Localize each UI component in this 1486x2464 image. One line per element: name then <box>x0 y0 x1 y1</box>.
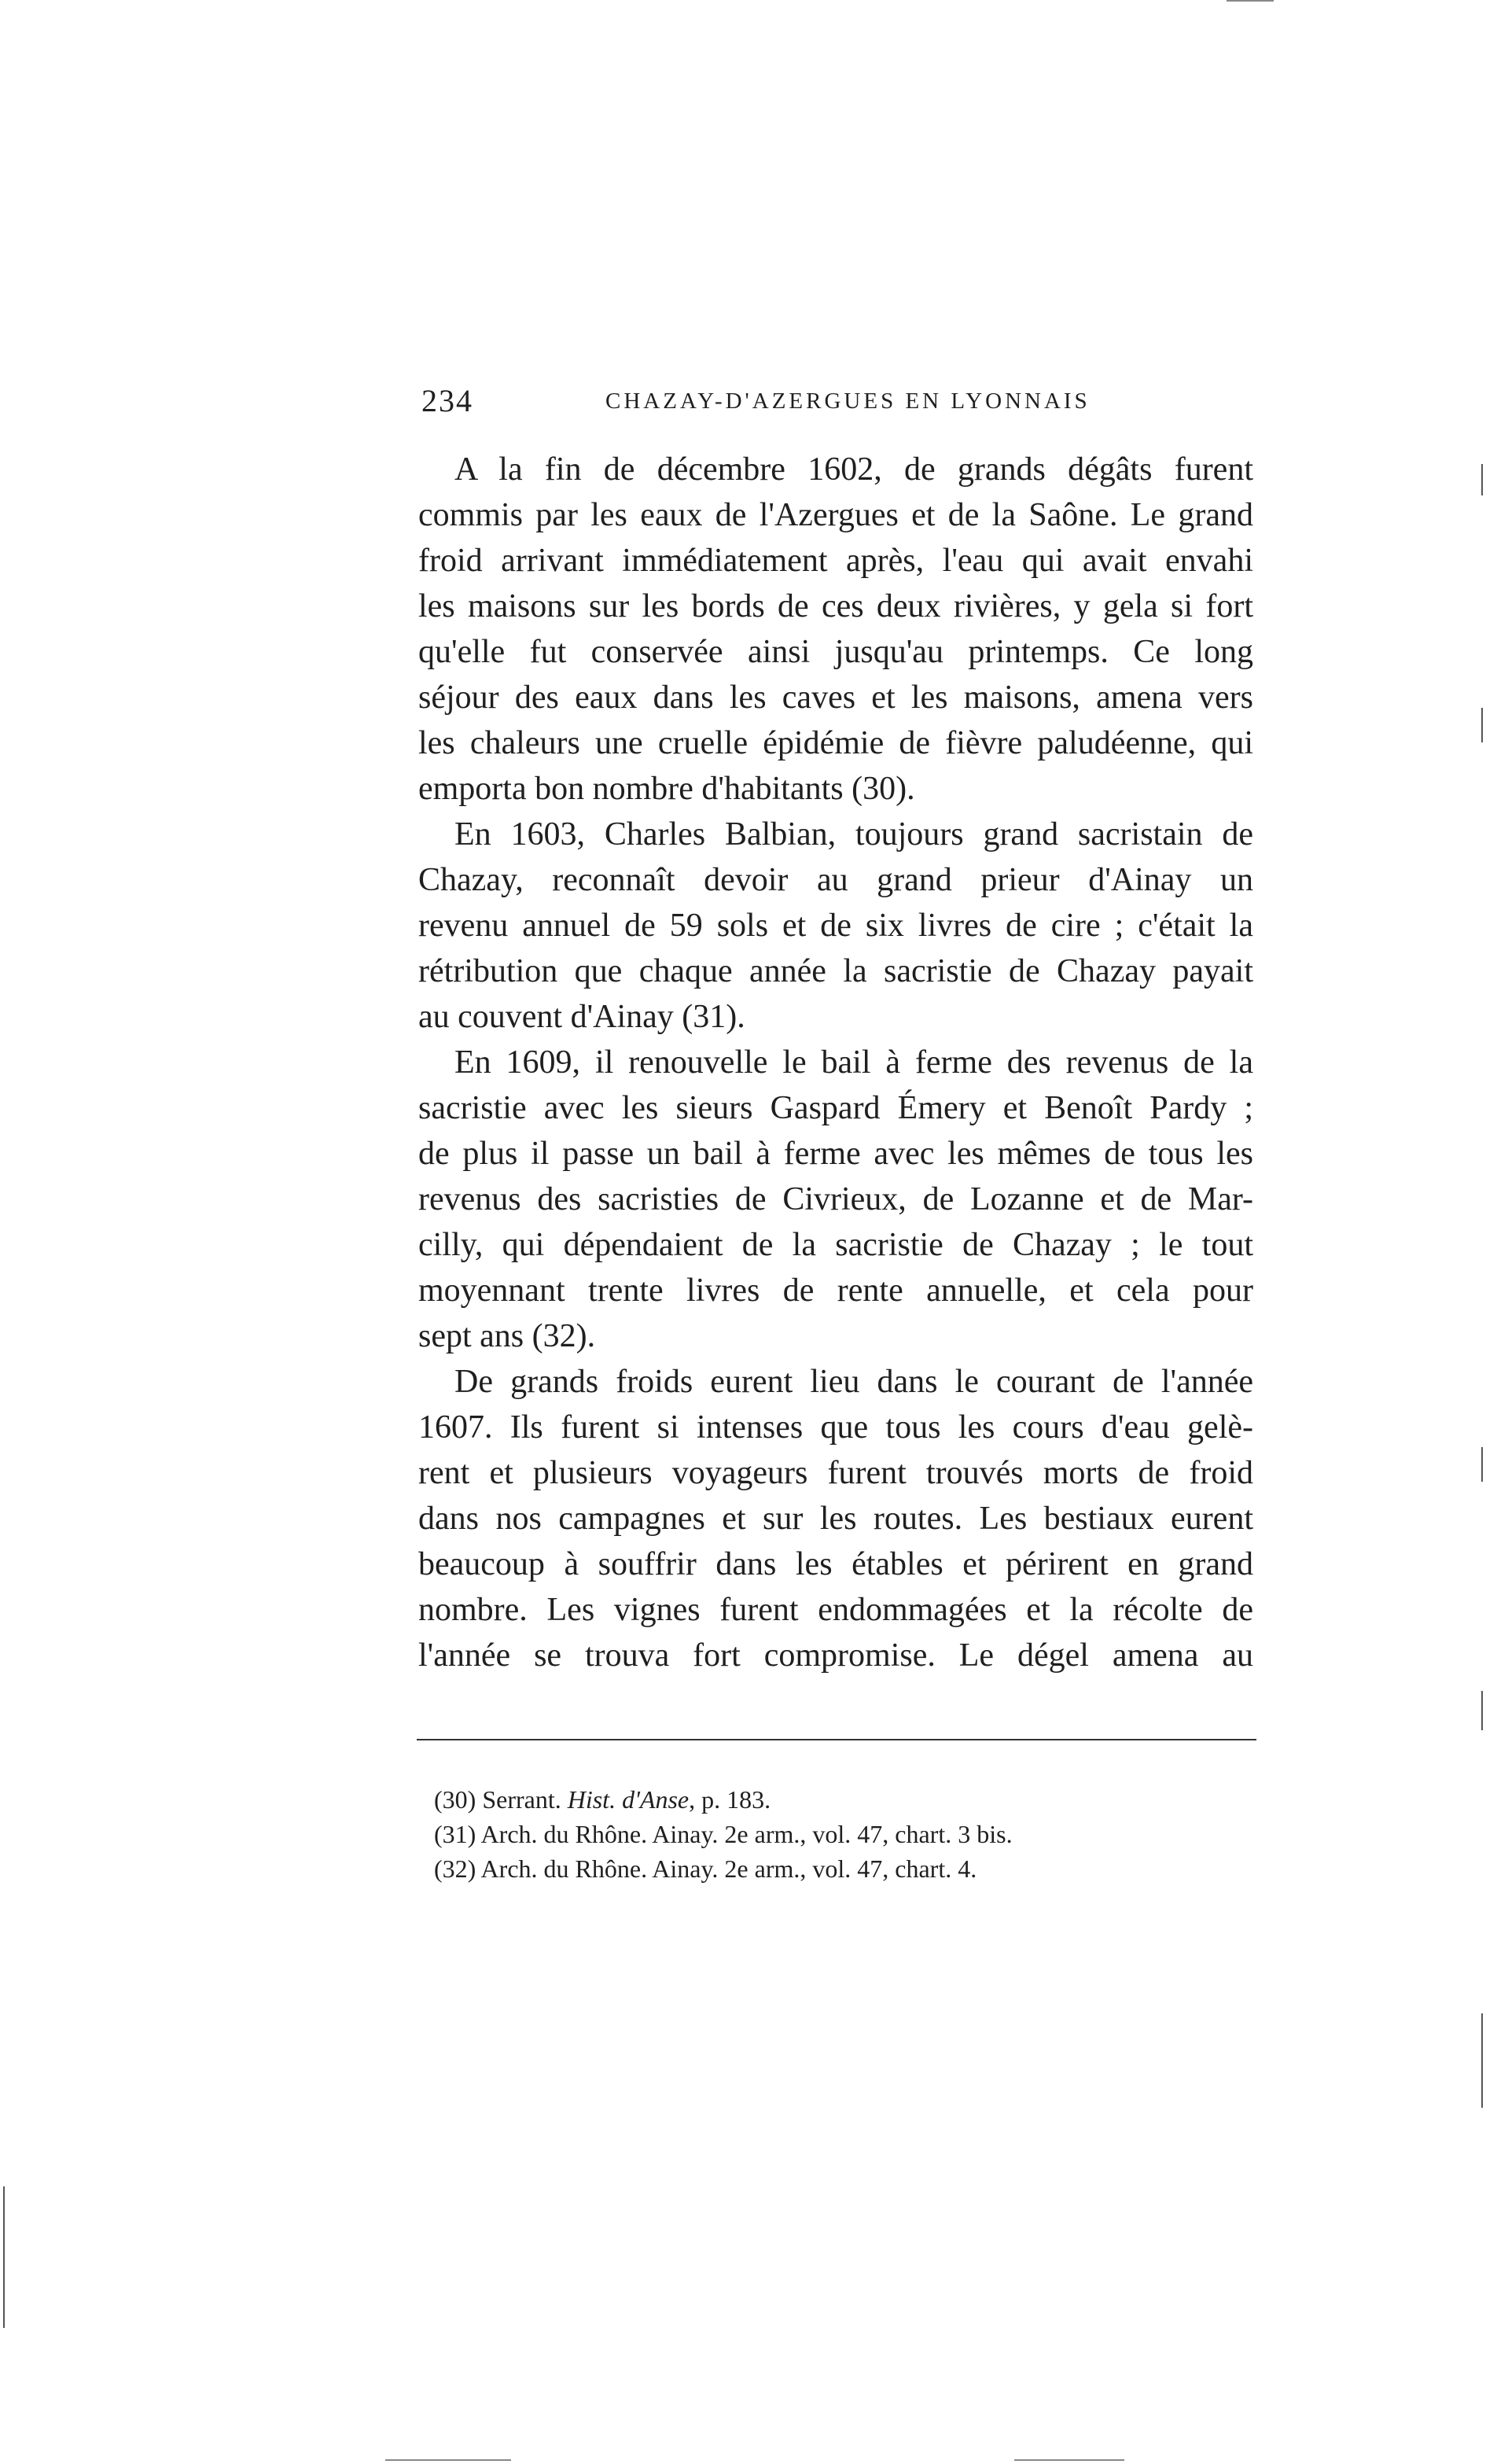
footnote-text: Serrant. <box>482 1785 568 1814</box>
text-line: de plus il passe un bail à ferme avec les mêmes de tous les <box>418 1136 1253 1172</box>
footnotes <box>434 1782 1252 1886</box>
text-line: rent et plusieurs voyageurs furent trouvés morts de froid <box>418 1455 1253 1491</box>
text-line: beaucoup à souffrir dans les étables et périrent en grand <box>418 1546 1253 1582</box>
text-line: l'année se trouva fort compromise. Le dégel amena au <box>418 1637 1253 1674</box>
text-line: emporta bon nombre d'habitants (30). <box>418 771 915 807</box>
footnote-title: Hist. d'Anse <box>567 1785 690 1814</box>
text-line: les maisons sur les bords de ces deux rivières, y gela si fort <box>418 588 1253 624</box>
text-line: En 1609, il renouvelle le bail à ferme des revenus de la <box>454 1044 1253 1081</box>
text-line: 1607. Ils furent si intenses que tous les cours d'eau gelè- <box>418 1409 1253 1446</box>
scan-artifact <box>1481 1447 1483 1482</box>
footnote-text: Arch. du Rhône. Ainay. 2e arm., vol. 47, chart. 3 bis. <box>480 1820 1013 1848</box>
running-title: CHAZAY-D'AZERGUES EN LYONNAIS <box>605 389 1091 414</box>
text-line: qu'elle fut conservée ainsi jusqu'au printemps. Ce long <box>418 634 1253 670</box>
text-line: moyennant trente livres de rente annuelle, et cela pour <box>418 1273 1253 1309</box>
scan-artifact <box>385 2459 511 2461</box>
text-line: Chazay, reconnaît devoir au grand prieur d'Ainay un <box>418 862 1253 898</box>
text-line: revenu annuel de 59 sols et de six livres de cire ; c'était la <box>418 908 1253 944</box>
footnote-number: (32) <box>434 1854 476 1883</box>
scan-artifact <box>1014 2459 1124 2461</box>
text-line: les chaleurs une cruelle épidémie de fièvre paludéenne, qui <box>418 725 1253 761</box>
scan-artifact <box>1481 708 1483 742</box>
footnote-separator <box>417 1739 1256 1740</box>
text-line: sept ans (32). <box>418 1318 596 1354</box>
text-line: au couvent d'Ainay (31). <box>418 999 745 1035</box>
text-line: cilly, qui dépendaient de la sacristie de Chazay ; le tout <box>418 1227 1253 1263</box>
footnote-number: (31) <box>434 1820 476 1848</box>
scan-artifact <box>1481 1691 1483 1730</box>
text-line: En 1603, Charles Balbian, toujours grand sacristain de <box>454 816 1253 853</box>
scan-artifact <box>1481 464 1483 495</box>
scan-artifact <box>3 2186 5 2328</box>
text-line: séjour des eaux dans les caves et les maisons, amena vers <box>418 680 1253 716</box>
footnote <box>434 1851 1252 1886</box>
text-line: revenus des sacristies de Civrieux, de Lozanne et de Mar- <box>418 1181 1253 1217</box>
text-line: dans nos campagnes et sur les routes. Les bestiaux eurent <box>418 1501 1253 1537</box>
text-line: nombre. Les vignes furent endommagées et la récolte de <box>418 1592 1253 1628</box>
text-line: rétribution que chaque année la sacristie de Chazay payait <box>418 953 1253 989</box>
footnote-number: (30) <box>434 1785 476 1814</box>
text-line: froid arrivant immédiatement après, l'eau qui avait envahi <box>418 543 1253 579</box>
footnote <box>434 1782 1252 1817</box>
page-header <box>421 382 1249 422</box>
text-line: sacristie avec les sieurs Gaspard Émery et Benoît Pardy ; <box>418 1090 1253 1126</box>
text-line: commis par les eaux de l'Azergues et de la Saône. Le grand <box>418 497 1253 533</box>
page-number: 234 <box>421 383 473 418</box>
footnote <box>434 1817 1252 1851</box>
text-line: De grands froids eurent lieu dans le courant de l'année <box>454 1364 1253 1400</box>
body-text <box>418 447 1253 1678</box>
text-line: A la fin de décembre 1602, de grands dégâts furent <box>454 451 1253 488</box>
scan-artifact <box>1481 2013 1483 2108</box>
footnote-text: Arch. du Rhône. Ainay. 2e arm., vol. 47, chart. 4. <box>480 1854 977 1883</box>
footnote-text-end: , p. 183. <box>689 1785 771 1814</box>
scan-artifact <box>1227 0 1274 2</box>
